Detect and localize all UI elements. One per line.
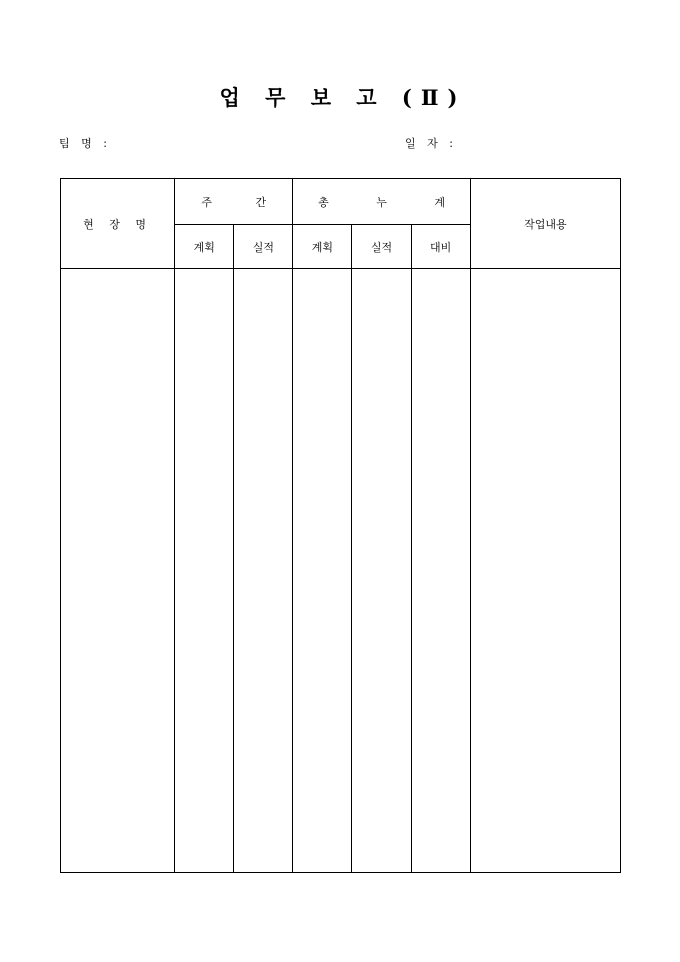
weekly-actual-header: 실적 [234,225,293,269]
team-name-label: 팀 명 : [59,137,111,150]
cumulative-total-header: 총 누 계 [293,179,470,225]
table-body-row [61,269,621,873]
site-name-header: 현 장 명 [61,179,175,269]
date-label: 일 자 : [405,137,457,150]
total-ratio-header: 대비 [411,225,470,269]
total-ratio-cell[interactable] [411,269,470,873]
site-name-cell[interactable] [61,269,175,873]
table-header-row [61,179,621,225]
work-content-cell[interactable] [470,269,620,873]
report-table [60,178,621,873]
weekly-header: 주 간 [175,179,293,225]
weekly-plan-cell[interactable] [175,269,234,873]
total-actual-header: 실적 [352,225,411,269]
page-title: 업 무 보 고 (Ⅱ) [219,85,467,110]
weekly-actual-cell[interactable] [234,269,293,873]
weekly-plan-header: 계획 [175,225,234,269]
work-content-header: 작업내용 [470,179,620,269]
total-plan-cell[interactable] [293,269,352,873]
total-plan-header: 계획 [293,225,352,269]
total-actual-cell[interactable] [352,269,411,873]
